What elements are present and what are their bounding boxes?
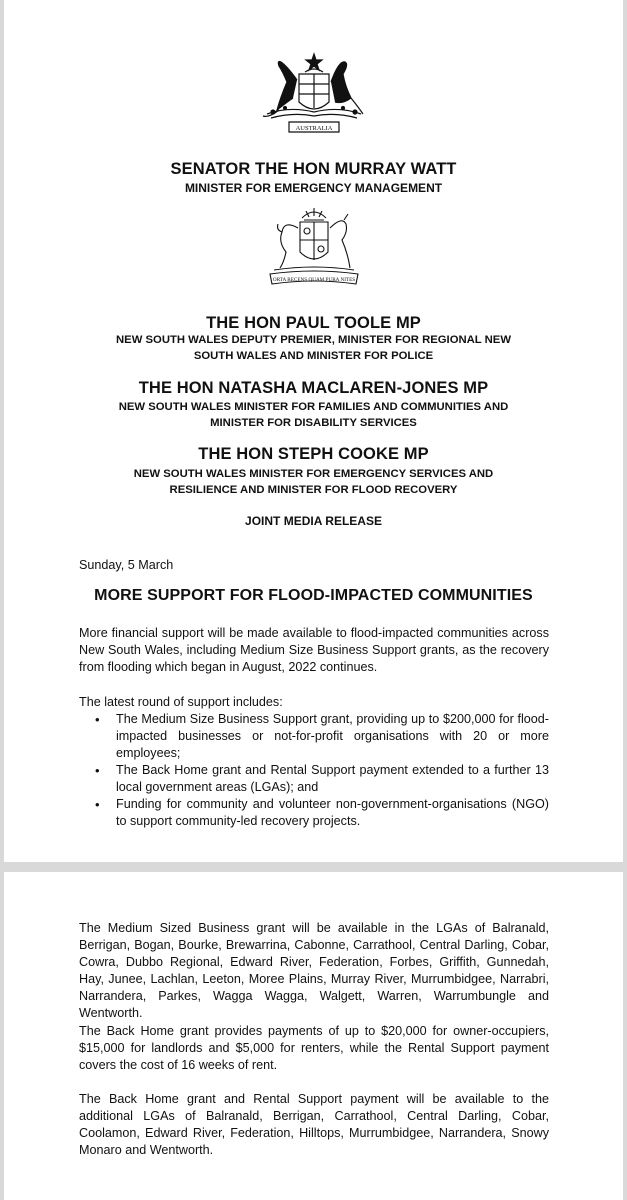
- australian-coat-of-arms-icon: [259, 52, 369, 136]
- toole-name: THE HON PAUL TOOLE MP: [206, 314, 421, 332]
- release-date: Sunday, 5 March: [79, 558, 174, 572]
- toole-title-line-2: SOUTH WALES AND MINISTER FOR POLICE: [193, 350, 434, 362]
- intro-paragraph: More financial support will be made available to flood-impacted communities across New South Wales, including Medium Size Business Support grants, as the recovery from flooding which began in August, 2022 continues.: [79, 626, 549, 674]
- maclaren-jones-name: THE HON NATASHA MACLAREN-JONES MP: [138, 379, 489, 397]
- additional-lgas-paragraph: The Back Home grant and Rental Support payment will be available to the additional LGAs of Balranald, Berrigan, Carrathool, Central Darling, Cobar, Coolamon, Edward River, Federation, Hilltops, Murrumbidgee, Narrandera, Snowy Monaro and Wentworth.: [79, 1092, 549, 1157]
- list-item: • The Medium Size Business Support grant, providing up to $200,000 for flood-impacted businesses or not-for-profit organisations with 20 or more employees;: [95, 712, 549, 760]
- support-section: [79, 694, 549, 830]
- maclaren-jones-title-line-2: MINISTER FOR DISABILITY SERVICES: [210, 417, 417, 429]
- cooke-title-line-1: NEW SOUTH WALES MINISTER FOR EMERGENCY SERVICES AND: [133, 468, 494, 480]
- headline: MORE SUPPORT FOR FLOOD-IMPACTED COMMUNITIES: [94, 587, 533, 604]
- bullet-icon: •: [95, 712, 100, 727]
- support-intro: The latest round of support includes:: [79, 695, 283, 709]
- federal-minister-name: SENATOR THE HON MURRAY WATT: [170, 160, 457, 178]
- list-item: • The Back Home grant and Rental Support payment extended to a further 13 local government areas (LGAs); and: [95, 763, 549, 794]
- support-list: [79, 711, 549, 830]
- maclaren-jones-title-line-1: NEW SOUTH WALES MINISTER FOR FAMILIES AND COMMUNITIES AND: [118, 401, 509, 413]
- toole-title-line-1: NEW SOUTH WALES DEPUTY PREMIER, MINISTER FOR REGIONAL NEW: [116, 334, 511, 346]
- cooke-name: THE HON STEPH COOKE MP: [198, 445, 429, 463]
- list-item: • Funding for community and volunteer non-government-organisations (NGO) to support community-led recovery projects.: [95, 797, 549, 828]
- cooke-title-line-2: RESILIENCE AND MINISTER FOR FLOOD RECOVERY: [169, 484, 458, 496]
- federal-minister-title: MINISTER FOR EMERGENCY MANAGEMENT: [184, 181, 443, 195]
- document-page-2: [4, 872, 623, 1200]
- nsw-coat-of-arms-icon: [264, 206, 364, 290]
- back-home-grant-paragraph: The Back Home grant provides payments of up to $20,000 for owner-occupiers, $15,000 for landlords and $5,000 for renters, while the Rental Support payment covers the cost of 16 weeks of rent.: [79, 1024, 549, 1072]
- svg-text:AUSTRALIA: AUSTRALIA: [295, 125, 332, 132]
- lga-business-grant-paragraph: The Medium Sized Business grant will be available in the LGAs of Balranald, Berrigan, Bogan, Bourke, Brewarrina, Cabonne, Carrathool, Central Darling, Cobar, Cowra, Dubbo Regional, Edward River, Federation, Forbes, Griffith, Gunnedah, Hay, Junee, Lachlan, Leeton, Moree Plains, Murray River, Murrumbidgee, Narrabri, Narrandera, Parkes, Wagga Wagga, Walgett, Warren, Warrumbungle and Wentworth.: [79, 921, 549, 1020]
- bullet-icon: •: [95, 763, 100, 778]
- document-page-1: [4, 0, 623, 862]
- release-type: JOINT MEDIA RELEASE: [245, 514, 382, 528]
- bullet-icon: •: [95, 797, 100, 812]
- svg-text:ORTA RECENS QUAM PURA NITES: ORTA RECENS QUAM PURA NITES: [272, 277, 355, 283]
